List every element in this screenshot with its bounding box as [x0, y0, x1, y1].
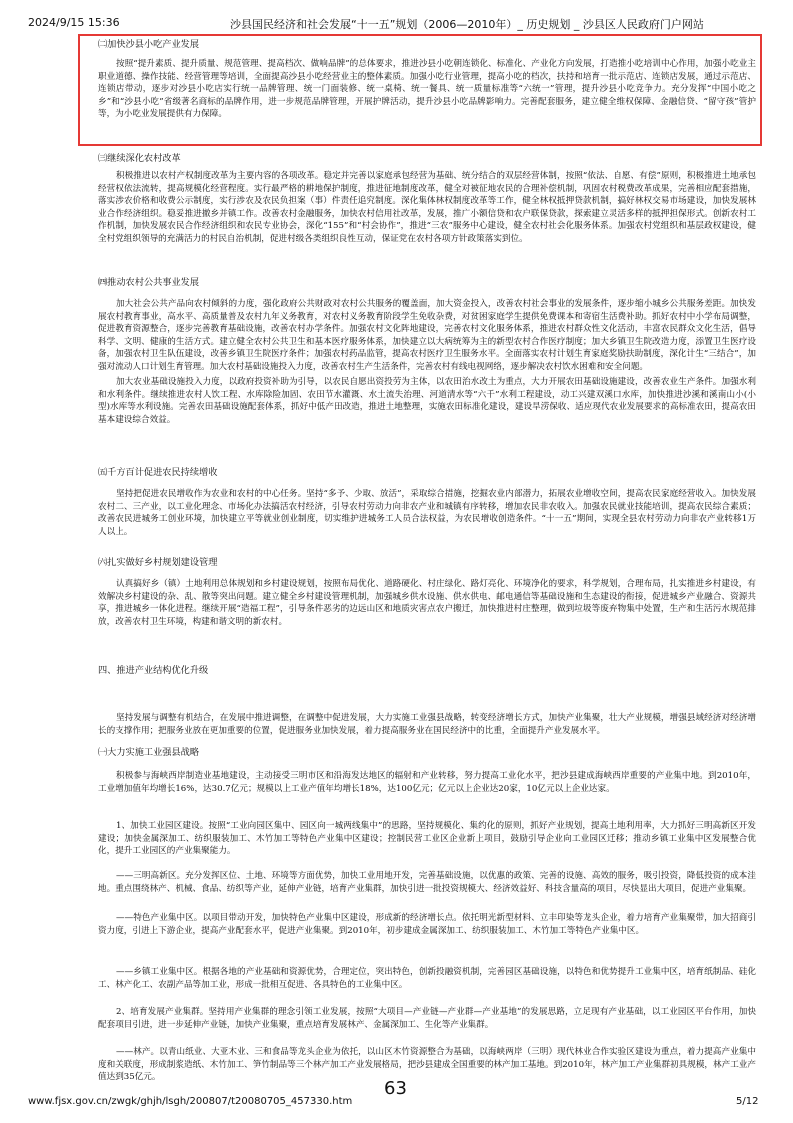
part-heading: 四、推进产业结构优化升级 — [98, 665, 209, 676]
paragraph: ——乡镇工业集中区。根据各地的产业基础和资源优势，合理定位，突出特色，创新投融资机制，完善园区基础设施，以特色和优势提升工业集中区，培育纸制品、硅化工、林产化工、农副产品等加工业，形成一批相互促进、各具特色的工业集中区。 — [98, 967, 756, 990]
section-heading: ㈥扎实做好乡村规划建设管理 — [98, 557, 218, 568]
paragraph: 坚持把促进农民增收作为农业和农村的中心任务。坚持“多予、少取、放活”，采取综合措施，挖掘农业内部潜力，拓展农业增收空间，提高农民家庭经营收入。加快发展农村二、三产业，以工业化理念、市场化办法搞活农村经济，引导农村劳动力向非农产业和城镇有序转移，增加农民非农收入。加强农民就业技能培训，提高农民综合素质；改善农民进城务工创业环境，加快建立平等就业创业制度，切实维护进城务工人员合法权益，为农民增收创造条件。“十一五”期间，实现全县农村劳动力向非农产业转移1万人以上。 — [98, 489, 756, 537]
paragraph: 按照“提升素质、提升质量、规范管理、提高档次、做响品牌”的总体要求，推进沙县小吃朝连锁化、标准化、产业化方向发展，打造推小吃培训中心作用，加强小吃业主职业道德、操作技能、经营管理等培训，全面提高沙县小吃经营业主的整体素质。加强小吃行业管理，提高小吃的档次，扶持和培育一批示范店、连锁店发展，通过示范店、连锁店带动，逐步对沙县小吃店实行统一品牌管理、统一门面装修、统一桌椅、统一餐具、统一质量标准等“六统一”管理，提升沙县小吃竞争力。充分发挥“中国小吃之乡”和“沙县小吃”省级著名商标的品牌作用，进一步规范品牌管理，开展护牌活动，提升沙县小吃品牌影响力。完善配套服务，建立健全维权保障、金融信贷、“留守孩”管护等，为小吃业发展提供有力保障。 — [98, 59, 756, 120]
print-page-title: 沙县国民经济和社会发展“十一五”规划（2006—2010年）_ 历史规划 _ 沙县区人民政府门户网站 — [230, 18, 704, 31]
paragraph: 2、培育发展产业集群。坚持用产业集群的理念引领工业发展，按照“大项目—产业链—产业群—产业基地”的发展思路，立足现有产业基础，以工业园区平台作用，加快配套项目引进，进一步延伸产业链，加快产业集聚，重点培育发展林产、金属深加工、生化等产业集群。 — [98, 1007, 756, 1030]
paragraph: ——特色产业集中区。以项目带动开发，加快特色产业集中区建设，形成新的经济增长点。依托明光新型材料、立丰印染等龙头企业，着力培育产业集聚带，加大招商引资力度，引进上下游企业，提高产业配套水平，促进产业集聚。到2010年，初步建成金属深加工、纺织服装加工、木竹加工等特色产业集中区。 — [98, 913, 756, 936]
print-header — [0, 16, 793, 32]
paragraph: 认真搞好乡（镇）土地利用总体规划和乡村建设规划，按照布局优化、道路硬化、村庄绿化、路灯亮化、环境净化的要求，科学规划，合理布局，扎实推进乡村建设，有效解决乡村建设的杂、乱、散等突出问题。建立健全乡村建设管理机制，加强城乡供水设施、供水供电、邮电通信等基础设施和生态建设的衔接，促进城乡产业融合、资源共享，推进城乡一体化进程。继续开展“造福工程”，引导条件恶劣的边远山区和地质灾害点农户搬迁，加快推进村庄整理，做到垃圾等废弃物集中处置，生产和生活污水规范排放，改善农村卫生环境，构建和谐文明的新农村。 — [98, 579, 756, 627]
print-footer — [0, 1078, 793, 1112]
paragraph: ——林产。以青山纸业、大亚木业、三和食品等龙头企业为依托，以山区木竹资源整合为基础，以海峡两岸（三明）现代林业合作实验区建设为重点，着力提高产业集中度和关联度，形成制浆造纸、木竹加工、笋竹制品等三个林产加工产业发展格局，把沙县建成全国重要的林产加工基地。到2010年，林产加工产业集群初具规模，林产工业产值达到35亿元。 — [98, 1047, 756, 1083]
page-url: www.fjsx.gov.cn/zwgk/ghjh/lsgh/200807/t20080705_457330.htm — [28, 1096, 353, 1107]
section-heading: ㈢继续深化农村改革 — [98, 153, 181, 164]
page-indicator: 5/12 — [736, 1096, 759, 1107]
paragraph: 加大社会公共产品向农村倾斜的力度，强化政府公共财政对农村公共服务的覆盖面，加大资金投入，改善农村社会事业的发展条件，逐步缩小城乡公共服务差距。加快发展农村教育事业，高水平、高质量普及农村九年义务教育，对农村义务教育阶段学生免收杂费，对贫困家庭学生提供免费课本和寄宿生活费补助。抓好农村中小学布局调整，促进教育资源整合，逐步完善教育基础设施，改善农村办学条件。加强农村文化阵地建设，完善农村文化服务体系，推进农村群众性文化活动，丰富农民群众文化生活，倡导科学、文明、健康的生活方式。建立健全农村公共卫生和基本医疗服务体系，加快建立以大病统筹为主的新型农村合作医疗制度；加大乡镇卫生院改造力度，添置卫生医疗设备，加强农村卫生队伍建设，改善乡镇卫生院医疗条件；加强农村药品监管，提高农村医疗卫生服务水平。全面落实农村计划生育家庭奖励扶助制度，深化计生“三结合”，加强对流动人口计划生育管理。加大农村基础设施投入力度，改善农村生产生活条件，完善农村有线电视网络，逐步解决农村饮水困难和安全问题。 — [98, 299, 756, 372]
section-heading: ㈤千方百计促进农民持续增收 — [98, 467, 218, 478]
paragraph: 坚持发展与调整有机结合，在发展中推进调整，在调整中促进发展，大力实施工业强县战略，转变经济增长方式，加快产业集聚，壮大产业规模，增强县域经济对经济增长的支撑作用；把服务业放在更加重要的位置，促进服务业加快发展，着力提高服务业在国民经济中的比重，全面提升产业发展水平。 — [98, 713, 756, 736]
paragraph: 积极推进以农村产权制度改革为主要内容的各项改革。稳定并完善以家庭承包经营为基础、统分结合的双层经营体制，按照“依法、自愿、有偿”原则，积极推进土地承包经营权依法流转，提高规模化经营程度。实行最严格的耕地保护制度，推进征地制度改革，健全对被征地农民的合理补偿机制，巩固农村税费改革成果，完善相应配套措施，落实涉农价格和收费公示制度，实行涉农及农民负担案（事）件责任追究制度。深化集体林权制度改革等工作，健全林权抵押贷款机制，搞好林权交易市场建设，加快发展林业合作经济组织。稳妥推进撤乡并镇工作。改善农村金融服务，加快农村信用社改革，发展，推广小额信贷和农户联保贷款，探索建立灵活多样的抵押担保形式。创新农村工作机制，加快发展农民合作经济组织和农民专业协会，深化“155”和“村会协作”，推进“三农”服务中心建设，健全农村社会化服务体系。加强农村党组织和基层政权建设，健全村党组织领导的充满活力的村民自治机制，促进村级各类组织良性互动，保证党在农村各项方针政策落实到位。 — [98, 171, 756, 244]
paragraph: 1、加快工业园区建设。按照“工业向园区集中、园区向一城两线集中”的思路，坚持规模化、集约化的原则，抓好产业规划，提高土地利用率，大力抓好三明高新区开发建设；加快金属深加工、纺织服装加工、木竹加工等特色产业集中区建设；控制民营工业区企业新上项目，鼓励引导企业向工业园区迁移；推动乡镇工业集中区发展整合优化，提升工业园区的产业集聚能力。 — [98, 821, 756, 857]
paragraph: 积极参与海峡西岸制造业基地建设，主动接受三明市区和沿海发达地区的辐射和产业转移，努力提高工业化水平，把沙县建成海峡西岸重要的产业集中地。到2010年，工业增加值年均增长16%，达30.7亿元；规模以上工业产值年均增长18%，达100亿元；亿元以上企业达20家，10亿元以上企业达家。 — [98, 771, 756, 794]
paragraph: ——三明高新区。充分发挥区位、土地、环境等方面优势，加快工业用地开发，完善基础设施，以优惠的政策、完善的设施、高效的服务，吸引投资，降低投资的成本洼地。重点围绕林产、机械、食品、纺织等产业，延伸产业链，培育产业集群，加快引进一批投资规模大、经济效益好、科技含量高的项目，尽快显出大项目，促进产业集聚。 — [98, 871, 756, 894]
paragraph: 加大农业基础设施投入力度，以政府投资补助为引导，以农民自愿出资投劳为主体，以农田治水改土为重点，大力开展农田基础设施建设，改善农业生产条件。加强水利和水利条件。继续推进农村人饮工程、水库除险加固、农田节水灌溉、水土流失治理、河道清水等“六千”水利工程建设，动工兴建双溪口水库，加快推进沙溪和溪南山小(小型)水库等水利设施。完善农田基础设施配套体系，抓好中低产田改造，推进土地整理，实施农田标准化建设，建设旱涝保收、适应现代农业发展要求的高标准农田，提高农田基本建设综合效益。 — [98, 377, 756, 425]
print-timestamp: 2024/9/15 15:36 — [28, 16, 120, 29]
section-heading: ㈠大力实施工业强县战略 — [98, 747, 200, 758]
section-heading: ㈡加快沙县小吃产业发展 — [98, 39, 200, 50]
page-number: 63 — [384, 1078, 407, 1099]
section-heading: ㈣推动农村公共事业发展 — [98, 277, 200, 288]
